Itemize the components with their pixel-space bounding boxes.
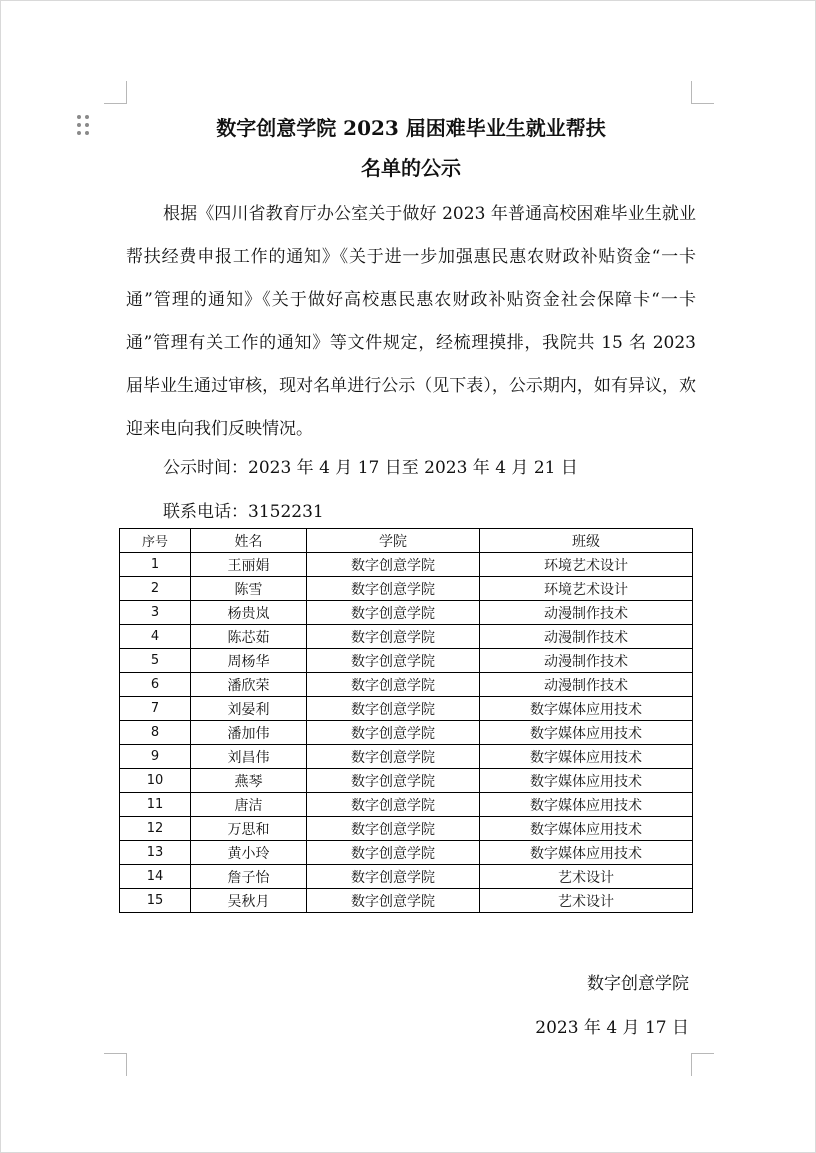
- cell-index: 8: [120, 721, 191, 745]
- cell-class: 动漫制作技术: [480, 601, 693, 625]
- cell-college: 数字创意学院: [307, 697, 480, 721]
- cell-name: 燕琴: [191, 769, 307, 793]
- cell-name: 王丽娟: [191, 553, 307, 577]
- cell-college: 数字创意学院: [307, 841, 480, 865]
- cell-college: 数字创意学院: [307, 553, 480, 577]
- page-corner-marker: [104, 1053, 127, 1076]
- cell-name: 刘晏利: [191, 697, 307, 721]
- page-corner-marker: [691, 1053, 714, 1076]
- publicity-time: 公示时间：2023 年 4 月 17 日至 2023 年 4 月 21 日: [163, 458, 578, 478]
- table-body: [120, 553, 693, 913]
- cell-college: 数字创意学院: [307, 721, 480, 745]
- cell-college: 数字创意学院: [307, 673, 480, 697]
- cell-name: 吴秋月: [191, 889, 307, 913]
- cell-name: 潘欣荣: [191, 673, 307, 697]
- table-header-row: [120, 529, 693, 553]
- cell-class: 环境艺术设计: [480, 553, 693, 577]
- table-row: [120, 793, 693, 817]
- table-row: [120, 625, 693, 649]
- table-row: [120, 577, 693, 601]
- header-name: 姓名: [191, 529, 307, 553]
- header-class: 班级: [480, 529, 693, 553]
- cell-name: 唐洁: [191, 793, 307, 817]
- cell-class: 动漫制作技术: [480, 649, 693, 673]
- body-paragraph: 根据《四川省教育厅办公室关于做好 2023 年普通高校困难毕业生就业帮扶经费申报工作的通知》《关于进一步加强惠民惠农财政补贴资金“一卡通”管理的通知》《关于做好高校惠民惠农财政补贴资金社会保障卡“一卡通”管理有关工作的通知》等文件规定，经梳理摸排，我院共 15 名 2023 届毕业生通过审核，现对名单进行公示（见下表），公示期内，如有异议，欢迎来电向我们反映情况。: [126, 204, 696, 439]
- contact-phone: 联系电话：3152231: [163, 502, 324, 522]
- cell-class: 动漫制作技术: [480, 625, 693, 649]
- drag-handle-icon[interactable]: [77, 115, 91, 137]
- cell-college: 数字创意学院: [307, 649, 480, 673]
- cell-class: 数字媒体应用技术: [480, 745, 693, 769]
- cell-college: 数字创意学院: [307, 889, 480, 913]
- cell-index: 11: [120, 793, 191, 817]
- table-row: [120, 817, 693, 841]
- cell-name: 万思和: [191, 817, 307, 841]
- cell-class: 数字媒体应用技术: [480, 817, 693, 841]
- table-row: [120, 889, 693, 913]
- cell-name: 陈芯茹: [191, 625, 307, 649]
- cell-index: 12: [120, 817, 191, 841]
- header-index: 序号: [120, 529, 191, 553]
- table-row: [120, 745, 693, 769]
- cell-class: 动漫制作技术: [480, 673, 693, 697]
- cell-index: 7: [120, 697, 191, 721]
- table-row: [120, 865, 693, 889]
- table-row: [120, 841, 693, 865]
- page-corner-marker: [691, 81, 714, 104]
- cell-name: 周杨华: [191, 649, 307, 673]
- cell-index: 14: [120, 865, 191, 889]
- cell-index: 5: [120, 649, 191, 673]
- signature-date: 2023 年 4 月 17 日: [535, 1018, 689, 1038]
- cell-name: 潘加伟: [191, 721, 307, 745]
- cell-index: 9: [120, 745, 191, 769]
- cell-name: 詹子怡: [191, 865, 307, 889]
- cell-name: 陈雪: [191, 577, 307, 601]
- cell-class: 艺术设计: [480, 865, 693, 889]
- cell-college: 数字创意学院: [307, 865, 480, 889]
- cell-index: 6: [120, 673, 191, 697]
- cell-index: 13: [120, 841, 191, 865]
- signature-org: 数字创意学院: [587, 974, 689, 994]
- cell-class: 数字媒体应用技术: [480, 793, 693, 817]
- cell-index: 15: [120, 889, 191, 913]
- cell-name: 杨贵岚: [191, 601, 307, 625]
- cell-index: 10: [120, 769, 191, 793]
- table-row: [120, 649, 693, 673]
- cell-name: 刘昌伟: [191, 745, 307, 769]
- cell-college: 数字创意学院: [307, 625, 480, 649]
- cell-class: 艺术设计: [480, 889, 693, 913]
- cell-index: 1: [120, 553, 191, 577]
- table-row: [120, 769, 693, 793]
- table-row: [120, 673, 693, 697]
- cell-college: 数字创意学院: [307, 601, 480, 625]
- header-college: 学院: [307, 529, 480, 553]
- table-row: [120, 601, 693, 625]
- cell-college: 数字创意学院: [307, 793, 480, 817]
- cell-class: 数字媒体应用技术: [480, 721, 693, 745]
- cell-class: 数字媒体应用技术: [480, 841, 693, 865]
- cell-class: 环境艺术设计: [480, 577, 693, 601]
- cell-college: 数字创意学院: [307, 745, 480, 769]
- cell-class: 数字媒体应用技术: [480, 769, 693, 793]
- cell-college: 数字创意学院: [307, 817, 480, 841]
- table-row: [120, 697, 693, 721]
- student-table: [119, 528, 693, 913]
- cell-class: 数字媒体应用技术: [480, 697, 693, 721]
- cell-name: 黄小玲: [191, 841, 307, 865]
- page-title-line2: 名单的公示: [361, 156, 461, 180]
- cell-index: 3: [120, 601, 191, 625]
- page-title: 数字创意学院 2023 届困难毕业生就业帮扶: [216, 116, 606, 140]
- cell-index: 4: [120, 625, 191, 649]
- table-row: [120, 721, 693, 745]
- cell-college: 数字创意学院: [307, 577, 480, 601]
- cell-index: 2: [120, 577, 191, 601]
- table-row: [120, 553, 693, 577]
- page-corner-marker: [104, 81, 127, 104]
- cell-college: 数字创意学院: [307, 769, 480, 793]
